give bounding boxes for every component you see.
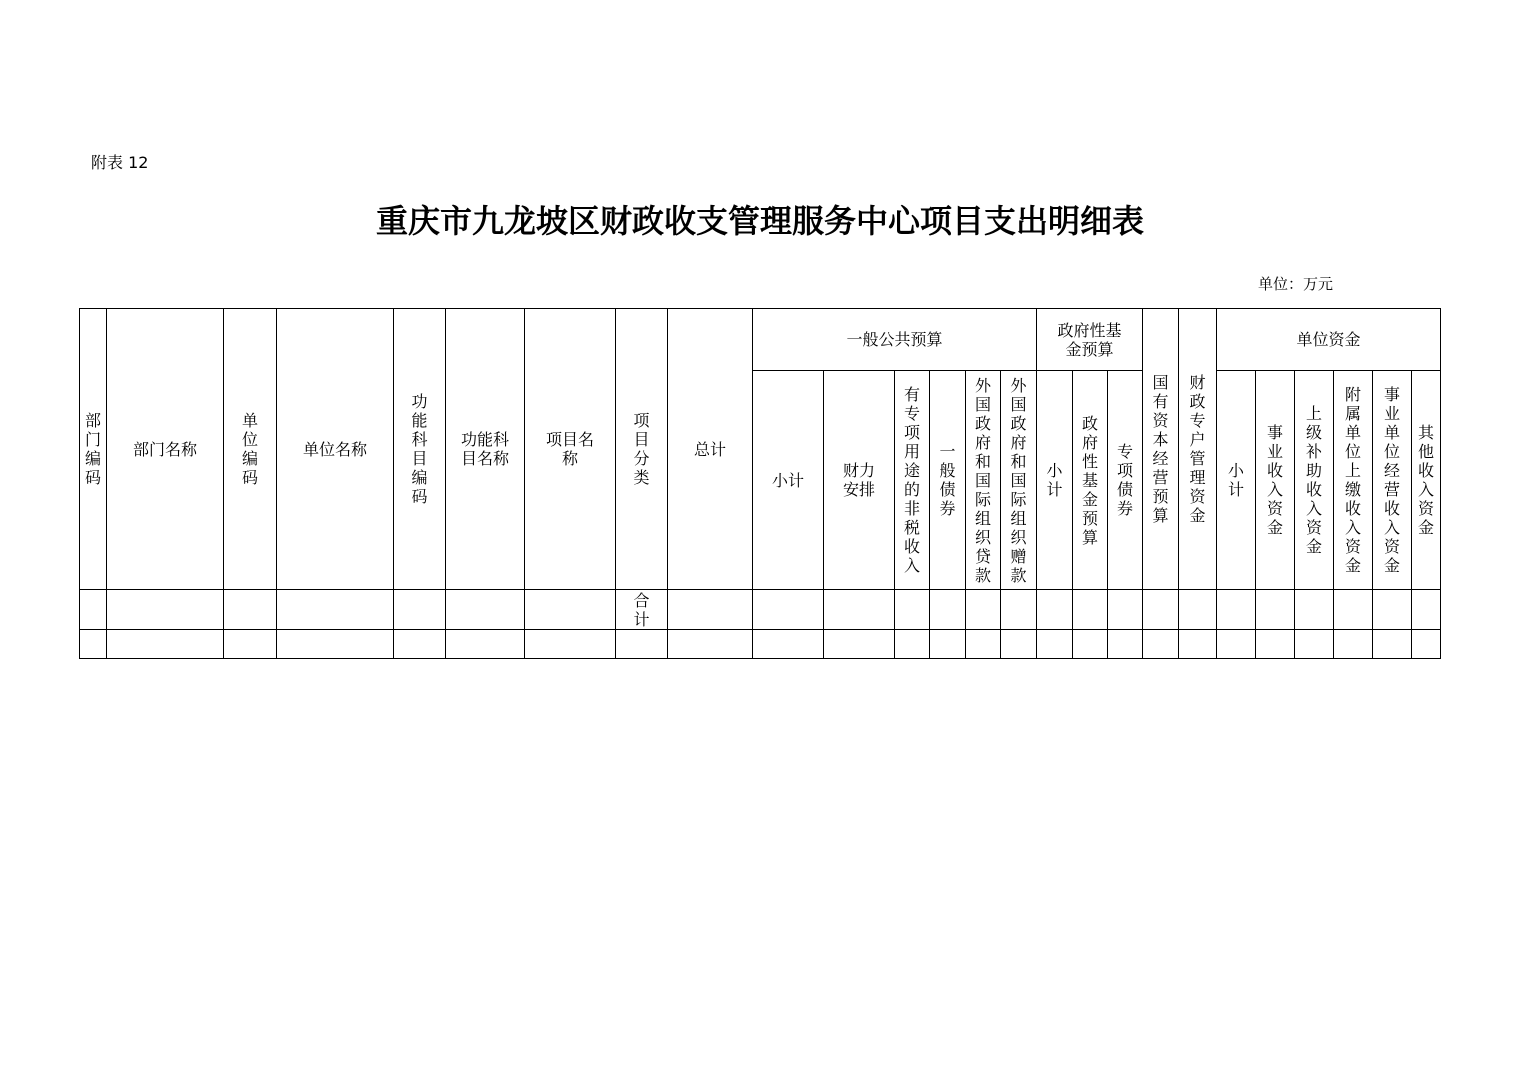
- header-unit-name: 单位名称: [277, 309, 394, 590]
- header-gb-foreign-grant: 外国政府和国际组织赠款: [1001, 371, 1037, 590]
- header-uf-business: 事业收入资金: [1256, 371, 1295, 590]
- header-state-capital: 国有资本经营预算: [1143, 309, 1179, 590]
- header-uf-other: 其他收入资金: [1412, 371, 1441, 590]
- header-project-name: 项目名称: [525, 309, 616, 590]
- appendix-label: 附表 12: [91, 153, 149, 172]
- header-uf-affiliate: 附属单位上缴收入资金: [1334, 371, 1373, 590]
- header-gf-fund: 政府性基金预算: [1073, 371, 1108, 590]
- budget-table: [79, 308, 1441, 659]
- header-dept-name: 部门名称: [107, 309, 224, 590]
- total-row-label: 合计: [616, 590, 668, 630]
- header-gb-nontax: 有专项用途的非税收入: [895, 371, 930, 590]
- header-project-type: 项目分类: [616, 309, 668, 590]
- header-unit-funds: 单位资金: [1217, 309, 1441, 371]
- table-row: [80, 630, 1441, 659]
- header-general-budget: 一般公共预算: [753, 309, 1037, 371]
- header-gb-bonds: 一般债券: [930, 371, 966, 590]
- header-uf-superior: 上级补助收入资金: [1295, 371, 1334, 590]
- header-gb-foreign-loan: 外国政府和国际组织贷款: [966, 371, 1001, 590]
- header-total: 总计: [668, 309, 753, 590]
- header-func-name: 功能科目名称: [446, 309, 525, 590]
- header-gb-subtotal: 小计: [753, 371, 824, 590]
- header-dept-code: 部门编码: [80, 309, 107, 590]
- header-func-code: 功能科目编码: [394, 309, 446, 590]
- header-uf-subtotal: 小计: [1217, 371, 1256, 590]
- header-uf-operating: 事业单位经营收入资金: [1373, 371, 1412, 590]
- header-gf-subtotal: 小计: [1037, 371, 1073, 590]
- unit-label: 单位：万元: [1258, 275, 1334, 293]
- table-row-total: [80, 590, 1441, 630]
- header-gov-fund-budget: 政府性基金预算: [1037, 309, 1143, 371]
- page-title: 重庆市九龙坡区财政收支管理服务中心项目支出明细表: [375, 202, 1144, 240]
- header-fiscal-special: 财政专户管理资金: [1179, 309, 1217, 590]
- header-gb-fiscal: 财力安排: [824, 371, 895, 590]
- header-gf-bonds: 专项债券: [1108, 371, 1143, 590]
- header-unit-code: 单位编码: [224, 309, 277, 590]
